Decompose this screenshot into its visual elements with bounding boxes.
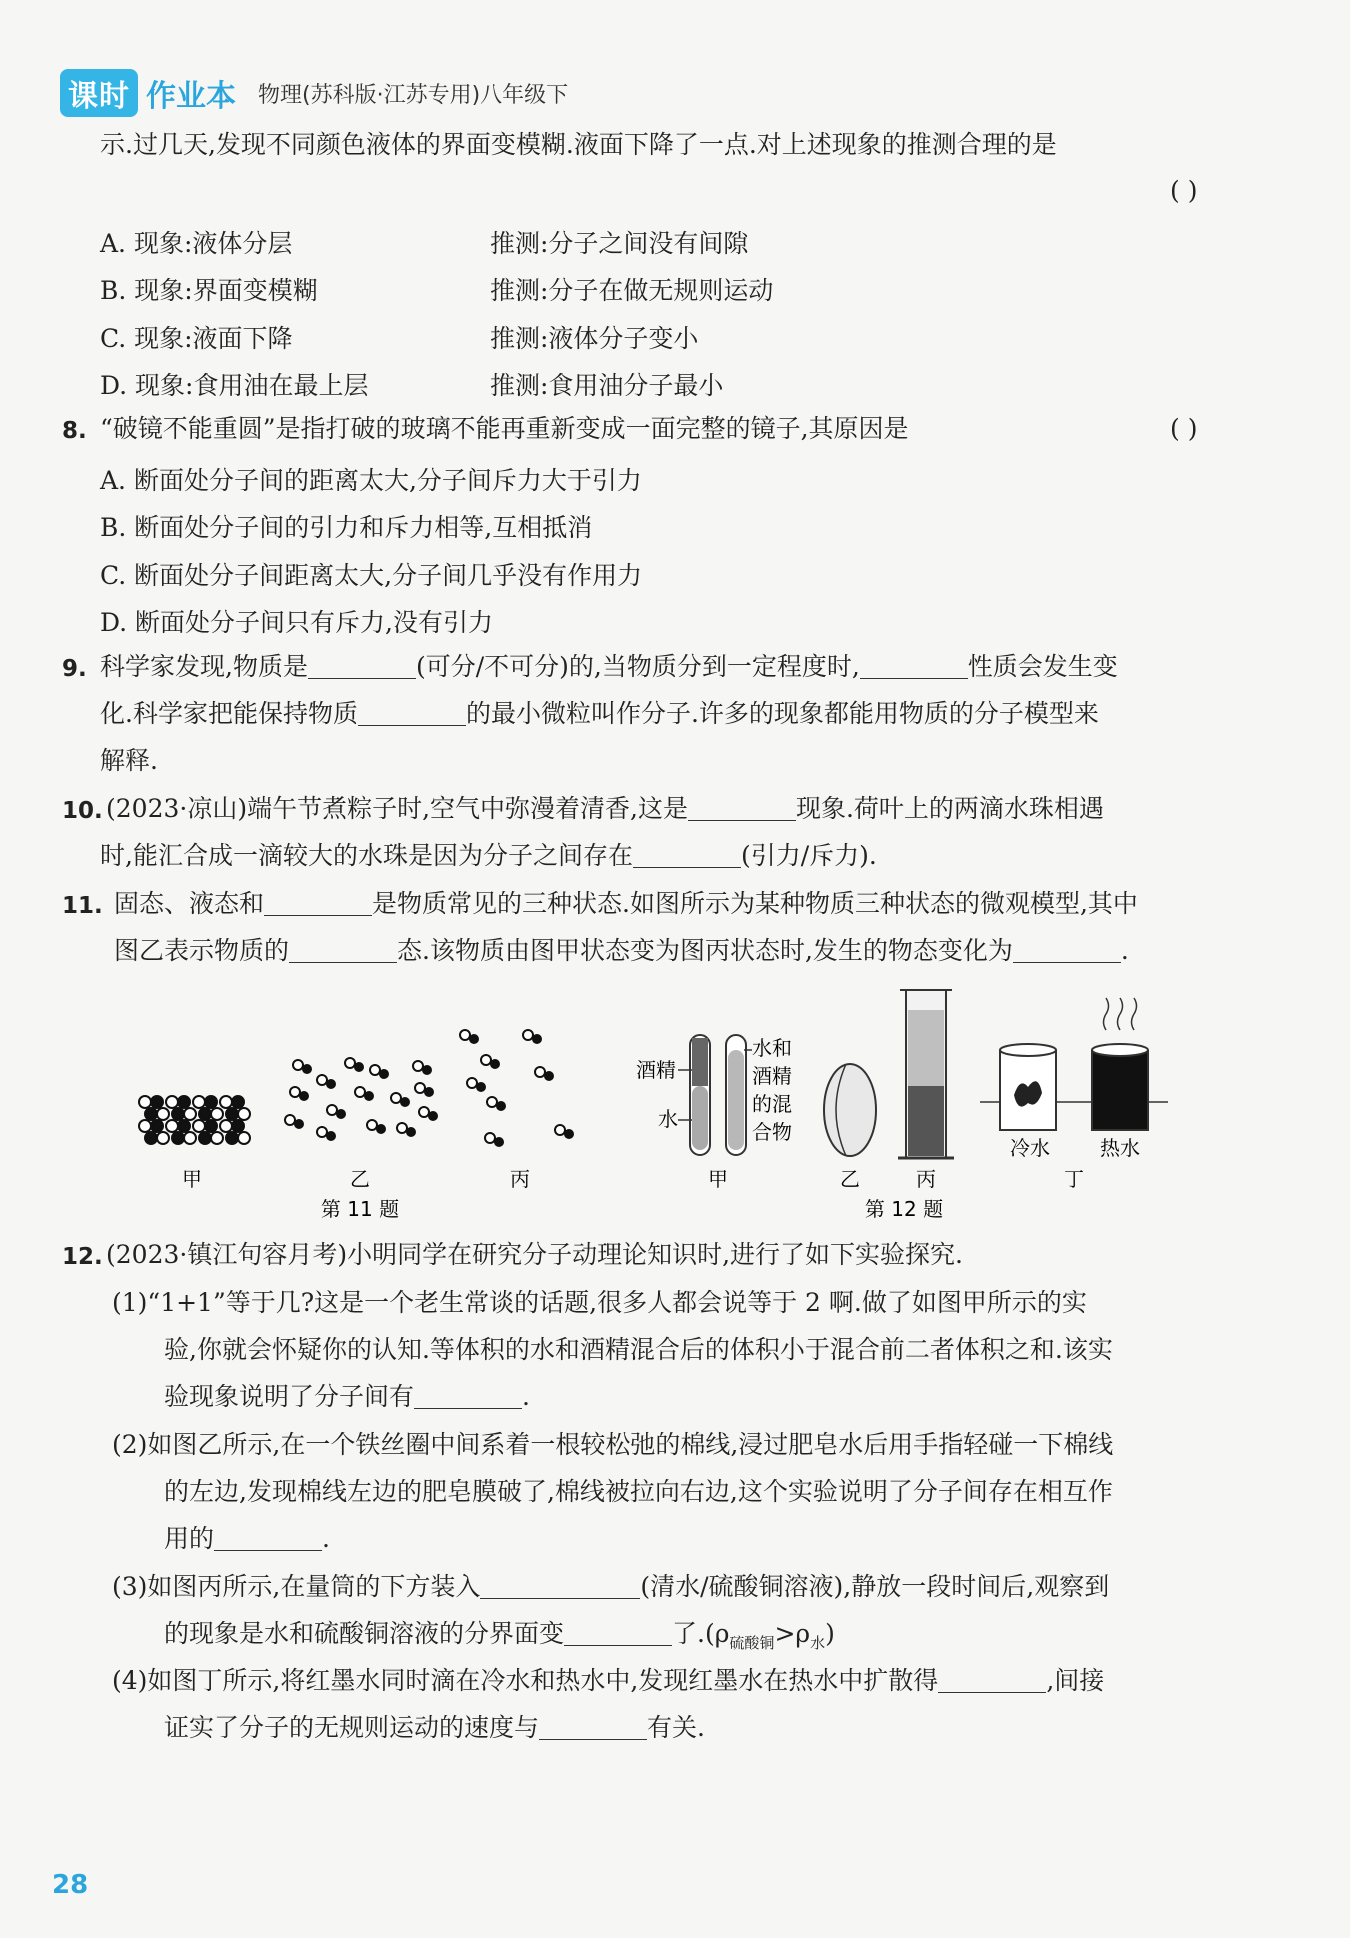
fig12-jia-mix-line-2: 酒精 xyxy=(752,1064,792,1088)
fig12-test-tubes xyxy=(678,1035,752,1155)
q12-blank-1[interactable] xyxy=(414,1382,522,1409)
q9-blank-2[interactable] xyxy=(860,652,968,679)
q11-text: 是物质常见的三种状态.如图所示为某种物质三种状态的微观模型,其中 xyxy=(372,889,1138,918)
q11-blank-3[interactable] xyxy=(1013,936,1121,963)
q12-part3-line-2 xyxy=(164,1617,835,1660)
q10-number: 10. xyxy=(62,798,103,824)
series-logo xyxy=(60,69,236,117)
q12-part4-line-2 xyxy=(164,1711,705,1745)
fig12-jia-mix-line-1: 水和 xyxy=(752,1036,792,1060)
q12-text: 用的 xyxy=(164,1524,215,1553)
fig12-label-ding: 丁 xyxy=(1064,1167,1084,1191)
q7-option-a: A. 现象:液体分层 xyxy=(100,229,293,258)
fig12-label-jia: 甲 xyxy=(708,1167,728,1191)
q12-text: 了.(ρ xyxy=(672,1619,730,1648)
q9-text: 化.科学家把能保持物质 xyxy=(100,699,358,728)
fig11-caption: 第 11 题 xyxy=(320,1197,400,1221)
fig12-jia-mix-line-3: 的混 xyxy=(752,1092,792,1116)
q12-text: (清水/硫酸铜溶液),静放一段时间后,观察到 xyxy=(640,1572,1110,1601)
q7-continuation: 示.过几天,发现不同颜色液体的界面变模糊.液面下降了一点.对上述现象的推测合理的是 xyxy=(100,130,1057,159)
q12-blank-4[interactable] xyxy=(564,1619,672,1646)
q9-blank-1[interactable] xyxy=(308,652,416,679)
rho-subscript-copper-sulfate: 硫酸铜 xyxy=(729,1634,775,1652)
q12-text: ) xyxy=(825,1619,835,1648)
q9-line-1 xyxy=(100,650,1118,684)
q7-option-d-inference: 推测:食用油分子最小 xyxy=(490,371,724,400)
q7-option-b: B. 现象:界面变模糊 xyxy=(100,276,318,305)
q12-blank-5[interactable] xyxy=(938,1666,1046,1693)
q10-text: 现象.荷叶上的两滴水珠相遇 xyxy=(795,794,1104,823)
fig12-wire-loop xyxy=(824,1064,876,1156)
q10-blank-1[interactable] xyxy=(688,794,796,821)
rho-subscript-water: 水 xyxy=(810,1634,826,1652)
q9-blank-3[interactable] xyxy=(358,699,466,726)
fig11-gas-model xyxy=(460,1030,574,1147)
fig11-label-jia: 甲 xyxy=(182,1167,202,1191)
q12-text: ,间接 xyxy=(1046,1666,1105,1695)
q7-option-c: C. 现象:液面下降 xyxy=(100,324,293,353)
page-number: 28 xyxy=(52,1870,89,1900)
q12-number: 12. xyxy=(62,1244,103,1270)
q9-text: (可分/不可分)的,当物质分到一定程度时, xyxy=(415,652,860,681)
q9-line-3: 解释. xyxy=(100,746,158,775)
q10-blank-2[interactable] xyxy=(633,841,741,868)
q12-part1-line-3 xyxy=(164,1380,530,1414)
q8-option-b: B. 断面处分子间的引力和斥力相等,互相抵消 xyxy=(100,513,593,542)
q12-text: 的现象是水和硫酸铜溶液的分界面变 xyxy=(164,1619,565,1648)
q11-line-1 xyxy=(114,887,1138,921)
q12-text: 有关. xyxy=(647,1713,705,1742)
q12-part1-line-2: 验,你就会怀疑你的认知.等体积的水和酒精混合后的体积小于混合前二者体积之和.该实 xyxy=(164,1335,1113,1364)
page-header xyxy=(60,70,568,116)
q7-option-c-inference: 推测:液体分子变小 xyxy=(490,324,699,353)
fig11-label-yi: 乙 xyxy=(350,1167,370,1191)
q12-text: . xyxy=(522,1382,530,1411)
fig11-liquid-model xyxy=(285,1058,438,1141)
q8-number: 8. xyxy=(62,418,87,444)
q8-option-a: A. 断面处分子间的距离太大,分子间斥力大于引力 xyxy=(100,466,642,495)
fig12-label-bing: 丙 xyxy=(916,1167,936,1191)
q11-blank-2[interactable] xyxy=(289,936,397,963)
q12-part4-line-1 xyxy=(112,1664,1104,1698)
q12-text: >ρ xyxy=(774,1619,811,1648)
logo-box: 课时 xyxy=(60,69,138,117)
q11-text: 图乙表示物质的 xyxy=(114,936,290,965)
q8-stem: “破镜不能重圆”是指打破的玻璃不能再重新变成一面完整的镜子,其原因是 xyxy=(100,414,909,443)
fig12-caption: 第 12 题 xyxy=(864,1197,944,1221)
logo-text: 作业本 xyxy=(146,79,236,114)
q10-line-2 xyxy=(100,839,877,873)
q12-part3-line-1 xyxy=(112,1570,1109,1604)
q12-text: 证实了分子的无规则运动的速度与 xyxy=(164,1713,540,1742)
q8-answer-paren[interactable]: ( ) xyxy=(1170,414,1198,443)
q12-blank-3[interactable] xyxy=(480,1572,640,1599)
q9-line-2 xyxy=(100,697,1099,731)
fig12-hot-water-label: 热水 xyxy=(1100,1136,1140,1160)
q12-text: . xyxy=(322,1524,330,1553)
q9-text: 的最小微粒叫作分子.许多的现象都能用物质的分子模型来 xyxy=(465,699,1099,728)
q10-line-1 xyxy=(106,792,1104,826)
q12-part2-line-1: (2)如图乙所示,在一个铁丝圈中间系着一根较松弛的棉线,浸过肥皂水后用手指轻碰一下棉线 xyxy=(112,1430,1114,1459)
q10-text: (引力/斥力). xyxy=(740,841,877,870)
q7-answer-paren[interactable]: ( ) xyxy=(1170,176,1198,205)
fig12-jia-label-water: 水 xyxy=(658,1107,678,1131)
q12-part2-line-3 xyxy=(164,1522,330,1556)
q9-text: 科学家发现,物质是 xyxy=(100,652,308,681)
fig12-cold-water-label: 冷水 xyxy=(1010,1136,1050,1160)
q11-number: 11. xyxy=(62,893,103,919)
fig12-jia-mix-line-4: 合物 xyxy=(752,1120,792,1144)
q12-part1-line-1: (1)“1+1”等于几?这是一个老生常谈的话题,很多人都会说等于 2 啊.做了如图甲所示的实 xyxy=(112,1288,1087,1317)
q12-blank-2[interactable] xyxy=(214,1524,322,1551)
q11-text: 固态、液态和 xyxy=(114,889,265,918)
q11-text: . xyxy=(1120,936,1129,965)
fig12-label-yi: 乙 xyxy=(840,1167,860,1191)
q8-option-d: D. 断面处分子间只有斥力,没有引力 xyxy=(100,608,493,637)
q9-number: 9. xyxy=(62,656,87,682)
fig12-measuring-cylinder xyxy=(898,990,954,1158)
figures-11-12 xyxy=(0,980,1350,1225)
q11-line-2 xyxy=(114,934,1129,968)
q10-text: (2023·凉山)端午节煮粽子时,空气中弥漫着清香,这是 xyxy=(106,794,688,823)
fig12-beakers xyxy=(980,998,1168,1130)
q12-text: 验现象说明了分子间有 xyxy=(164,1382,415,1411)
q7-option-d: D. 现象:食用油在最上层 xyxy=(100,371,369,400)
q12-intro: (2023·镇江句容月考)小明同学在研究分子动理论知识时,进行了如下实验探究. xyxy=(106,1240,963,1269)
q9-text: 性质会发生变 xyxy=(967,652,1118,681)
fig11-solid-model xyxy=(139,1096,250,1144)
q11-blank-1[interactable] xyxy=(264,889,372,916)
q12-text: (4)如图丁所示,将红墨水同时滴在冷水和热水中,发现红墨水在热水中扩散得 xyxy=(112,1666,939,1695)
q8-option-c: C. 断面处分子间距离太大,分子间几乎没有作用力 xyxy=(100,561,643,590)
q12-part2-line-2: 的左边,发现棉线左边的肥皂膜破了,棉线被拉向右边,这个实验说明了分子间存在相互作 xyxy=(164,1477,1113,1506)
fig12-jia-label-alcohol: 酒精 xyxy=(636,1058,676,1082)
q12-text: (3)如图丙所示,在量筒的下方装入 xyxy=(112,1572,481,1601)
q12-blank-6[interactable] xyxy=(539,1713,647,1740)
q7-option-a-inference: 推测:分子之间没有间隙 xyxy=(490,229,749,258)
q11-text: 态.该物质由图甲状态变为图丙状态时,发生的物态变化为 xyxy=(397,936,1013,965)
q10-text: 时,能汇合成一滴较大的水珠是因为分子之间存在 xyxy=(100,841,633,870)
book-title: 物理(苏科版·江苏专用)八年级下 xyxy=(258,82,569,108)
fig11-label-bing: 丙 xyxy=(510,1167,530,1191)
q7-option-b-inference: 推测:分子在做无规则运动 xyxy=(490,276,774,305)
